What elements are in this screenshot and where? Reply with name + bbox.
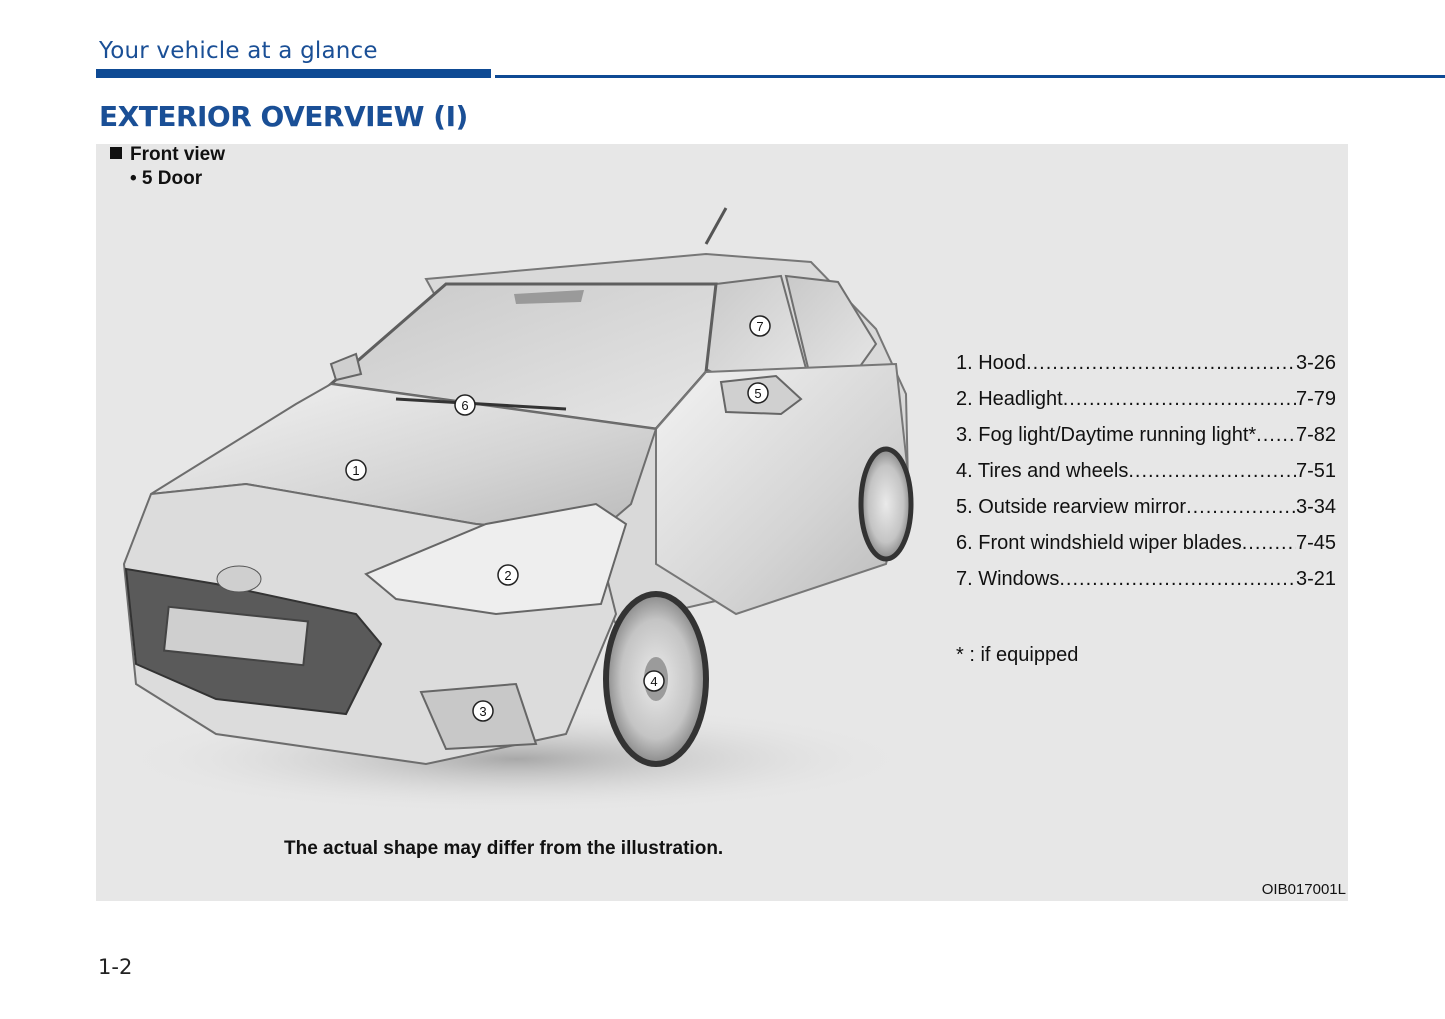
svg-text:1: 1 bbox=[352, 463, 360, 478]
list-item bbox=[956, 388, 1336, 424]
callout-6 bbox=[455, 395, 475, 415]
svg-text:6: 6 bbox=[461, 398, 469, 413]
callout-1 bbox=[346, 460, 366, 480]
part-name: 1. Hood bbox=[956, 352, 1027, 374]
list-item bbox=[956, 424, 1336, 460]
rear-wheel bbox=[861, 449, 911, 559]
part-name: 7. Windows bbox=[956, 568, 1060, 590]
disclaimer: The actual shape may differ from the illustration. bbox=[284, 838, 724, 859]
part-name: 4. Tires and wheels bbox=[956, 460, 1129, 482]
callout-7 bbox=[750, 316, 770, 336]
figure-code: OIB017001L bbox=[1261, 881, 1346, 898]
parts-list bbox=[956, 352, 1336, 604]
view-label-text: Front view bbox=[130, 144, 226, 165]
page-heading: EXTERIOR OVERVIEW (I) bbox=[99, 100, 468, 133]
figure-panel bbox=[96, 144, 1348, 901]
list-item bbox=[956, 352, 1336, 388]
list-item bbox=[956, 532, 1336, 568]
svg-text:2: 2 bbox=[504, 568, 512, 583]
svg-text:5: 5 bbox=[754, 386, 762, 401]
callout-5 bbox=[748, 383, 768, 403]
section-title: Your vehicle at a glance bbox=[99, 38, 378, 64]
part-page: 7-45 bbox=[1295, 532, 1336, 554]
list-item bbox=[956, 460, 1336, 496]
callout-4 bbox=[644, 671, 664, 691]
svg-text:7: 7 bbox=[756, 319, 764, 334]
antenna bbox=[706, 208, 726, 244]
part-page: 3-21 bbox=[1295, 568, 1336, 590]
part-name: 5. Outside rearview mirror bbox=[956, 496, 1187, 518]
part-name: 3. Fog light/Daytime running light* bbox=[956, 424, 1257, 446]
part-page: 7-51 bbox=[1295, 460, 1336, 482]
part-name: 2. Headlight bbox=[956, 388, 1063, 410]
car-illustration bbox=[96, 144, 936, 844]
callout-3 bbox=[473, 701, 493, 721]
part-name: 6. Front windshield wiper blades bbox=[956, 532, 1242, 554]
sub-label: • 5 Door bbox=[130, 168, 203, 189]
list-item bbox=[956, 568, 1336, 604]
part-page: 7-79 bbox=[1295, 388, 1336, 410]
list-item bbox=[956, 496, 1336, 532]
part-page: 3-34 bbox=[1295, 496, 1336, 518]
header-rule-thick bbox=[96, 69, 491, 78]
svg-text:3: 3 bbox=[479, 704, 487, 719]
footnote: * : if equipped bbox=[956, 644, 1079, 666]
svg-text:4: 4 bbox=[650, 674, 658, 689]
left-mirror bbox=[331, 354, 361, 380]
header-rule-thin bbox=[495, 75, 1445, 78]
callout-2 bbox=[498, 565, 518, 585]
part-page: 7-82 bbox=[1295, 424, 1336, 446]
emblem bbox=[217, 566, 261, 592]
part-page: 3-26 bbox=[1295, 352, 1336, 374]
page-number: 1-2 bbox=[98, 955, 133, 979]
